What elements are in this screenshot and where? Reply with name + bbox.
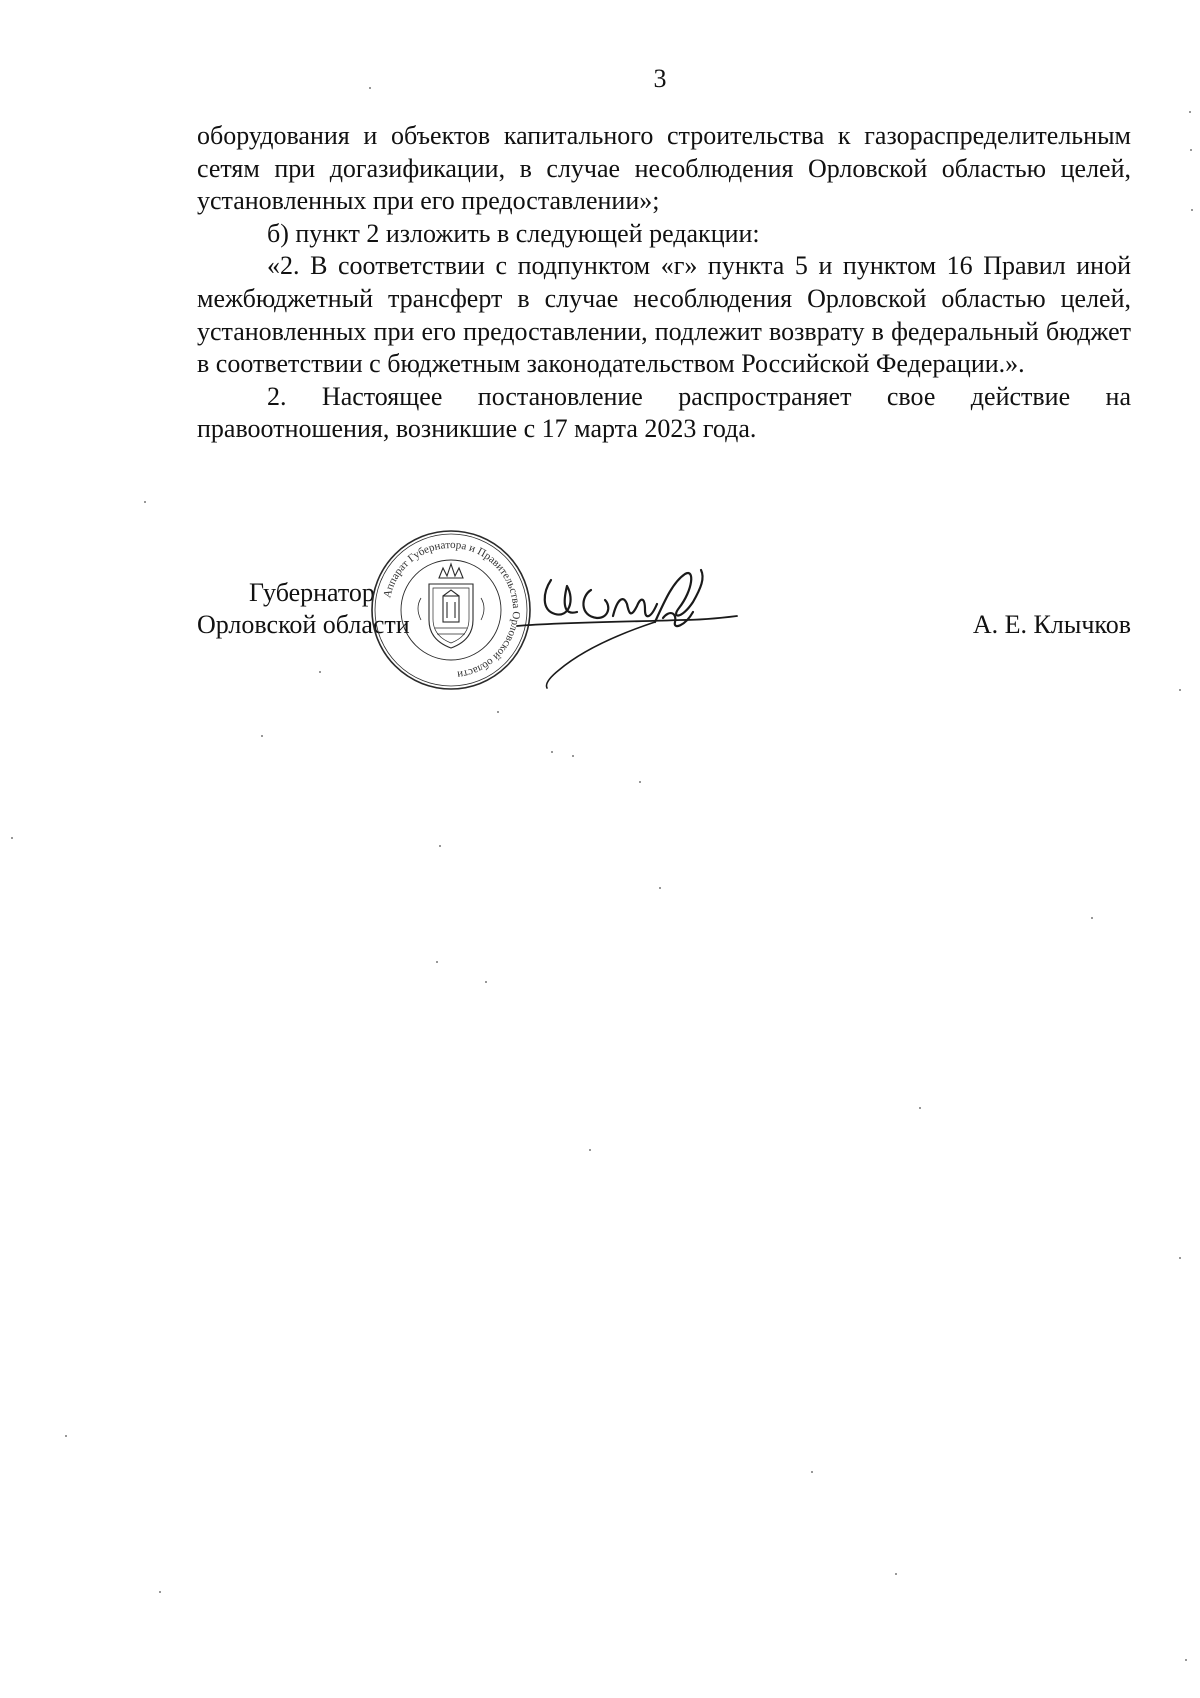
handwritten-signature: [505, 560, 745, 695]
signature-block: [0, 0, 1200, 760]
coat-of-arms-icon: [418, 564, 484, 648]
signer-title-line2: Орловской области: [197, 610, 410, 639]
paragraph-item-b: б) пункт 2 изложить в следующей редакции:: [267, 218, 760, 248]
signer-title-line1: Губернатор: [249, 578, 375, 607]
seal-ring-text: Аппарат Губернатора и Правительства Орловской области: [381, 538, 523, 681]
paragraph-continuation: оборудования и объектов капитального строительства к газораспределительным сетям при догазификации, в случае несоблюдения Орловской областью целей, установленных при его предоставлении»;: [197, 121, 1131, 216]
page-number: 3: [653, 64, 667, 93]
signer-name: А. Е. Клычков: [972, 610, 1131, 639]
paragraph-effective-date: 2. Настоящее постановление распространяет свое действие на правоотношения, возникшие с 17 марта 2023 года.: [197, 381, 1131, 444]
paragraph-quoted-point-2: «2. В соответствии с подпунктом «г» пункта 5 и пунктом 16 Правил иной межбюджетный трансферт в случае несоблюдения Орловской областью целей, установленных при его предоставлении, подлежит возврату в федеральный бюджет в соответствии с бюджетным законодательством Российской Федерации.».: [197, 251, 1131, 379]
